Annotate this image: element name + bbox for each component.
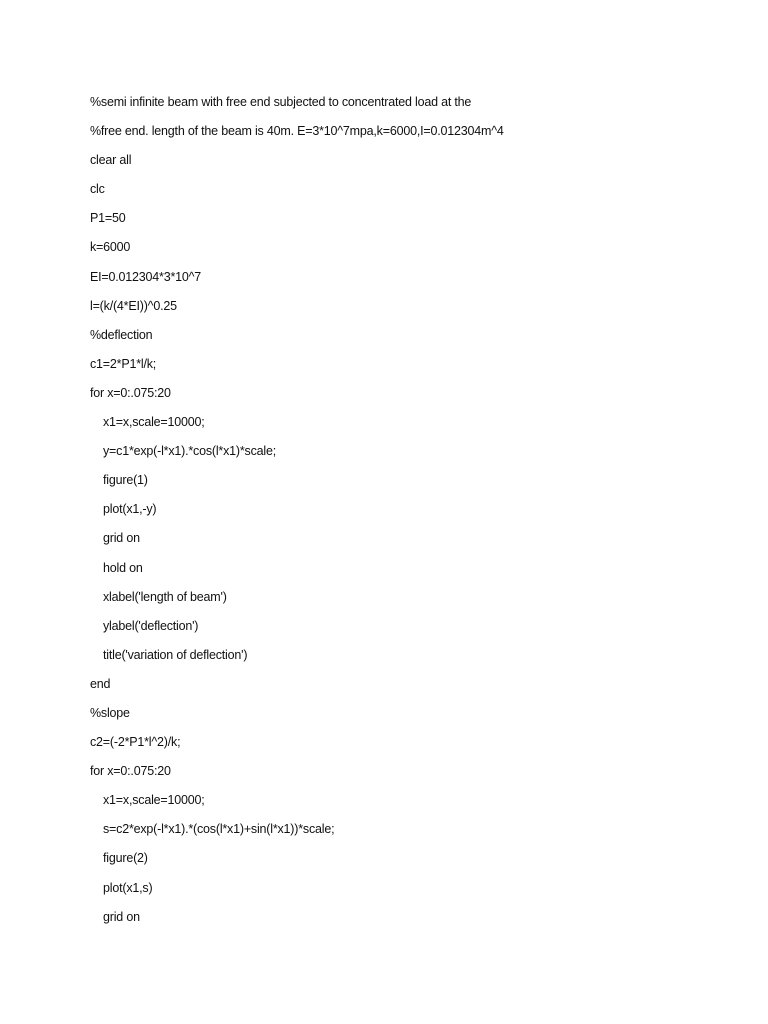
code-line: xlabel('length of beam') (103, 589, 227, 604)
code-line: clc (90, 182, 105, 197)
code-line: P1=50 (90, 211, 126, 226)
code-line: c1=2*P1*l/k; (90, 356, 157, 371)
code-line: %deflection (90, 327, 153, 342)
code-line: plot(x1,-y) (103, 502, 157, 517)
code-line: c2=(-2*P1*l^2)/k; (90, 735, 181, 750)
code-line: clear all (90, 153, 132, 168)
code-line: %slope (90, 705, 130, 720)
code-line: y=c1*exp(-l*x1).*cos(l*x1)*scale; (103, 444, 276, 459)
code-line: for x=0:.075:20 (90, 385, 171, 400)
code-line: ylabel('deflection') (103, 618, 199, 633)
code-line: x1=x,scale=10000; (103, 793, 205, 808)
code-line: s=c2*exp(-l*x1).*(cos(l*x1)+sin(l*x1))*scale; (103, 822, 335, 837)
code-line: plot(x1,s) (103, 880, 153, 895)
code-line: l=(k/(4*EI))^0.25 (90, 298, 177, 313)
code-line: hold on (103, 560, 143, 575)
code-line: title('variation of deflection') (103, 647, 248, 662)
code-line: for x=0:.075:20 (90, 764, 171, 779)
code-line: x1=x,scale=10000; (103, 415, 205, 430)
code-line: figure(1) (103, 473, 148, 488)
code-line: k=6000 (90, 240, 131, 255)
code-line: %free end. length of the beam is 40m. E=3*10^7mpa,k=6000,I=0.012304m^4 (90, 124, 504, 139)
code-line: grid on (103, 909, 140, 924)
code-line: end (90, 676, 111, 691)
code-line: grid on (103, 531, 140, 546)
code-line: EI=0.012304*3*10^7 (90, 269, 202, 284)
code-line: %semi infinite beam with free end subjected to concentrated load at the (90, 95, 472, 109)
code-listing (90, 92, 730, 936)
code-line: figure(2) (103, 851, 148, 866)
